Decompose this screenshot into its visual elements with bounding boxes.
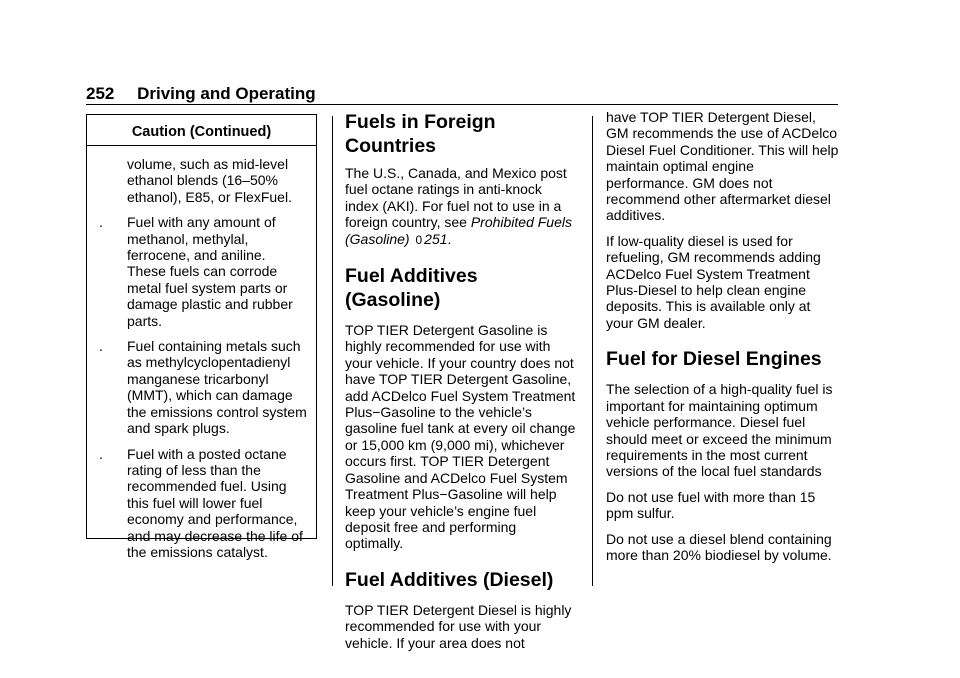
paragraph-foreign-fuels <box>345 165 577 248</box>
paragraph-low-quality-diesel: If low-quality diesel is used for refueling, GM recommends adding ACDelco Fuel System Treatment Plus-Diesel to help clean engine deposits. This is available only at your GM dealer. <box>606 232 821 331</box>
paragraph-biodiesel-limit: Do not use a diesel blend containing more than 20% biodiesel by volume. <box>606 530 832 563</box>
caution-bullet <box>97 338 308 436</box>
header-rule <box>86 104 838 105</box>
page-header <box>86 84 316 104</box>
heading-fuel-additives-diesel: Fuel Additives (Diesel) <box>345 568 554 591</box>
bullet-mark: . <box>99 214 103 231</box>
bullet-mark: . <box>99 445 103 462</box>
bullet-text: Fuel containing metals such as methylcyclopentadienyl manganese tricarbonyl (MMT), which can damage the emissions control system and spark plugs. <box>127 338 307 437</box>
paragraph-sulfur-limit: Do not use fuel with more than 15 ppm sulfur. <box>606 488 816 522</box>
bullet-mark: . <box>99 338 103 355</box>
column-middle <box>345 110 577 660</box>
cross-reference-page[interactable]: 251 <box>424 230 448 247</box>
paragraph-fuel-additives-diesel-start: TOP TIER Detergent Diesel is highly recommended for use with your vehicle. If your area does not <box>345 601 572 651</box>
paragraph-fuel-additives-gasoline: TOP TIER Detergent Gasoline is highly recommended for use with your vehicle. If your country does not have TOP TIER Detergent Gasoline, add ACDelco Fuel System Treatment Plus−Gasoline to the vehicle’s gasoline fuel tank at every oil change or 15,000 km (9,000 mi), whichever occurs first. TOP TIER Detergent Gasoline and ACDelco Fuel System Treatment Plus−Gasoline will help keep your vehicle’s engine fuel deposit free and performing optimally. <box>345 322 576 552</box>
page-number: 252 <box>86 84 115 103</box>
caution-bullet <box>97 214 308 329</box>
caution-body <box>87 146 316 560</box>
cross-reference-link[interactable]: Prohibited Fuels (Gasoline) <box>345 214 572 247</box>
paragraph-fuel-additives-diesel-cont: have TOP TIER Detergent Diesel, GM recommends the use of ACDelco Diesel Fuel Conditioner. This will help maintain optimal engine performance. GM does not recommend other aftermarket diesel additives. <box>606 109 839 224</box>
caution-continuation: volume, such as mid-level ethanol blends (16–50% ethanol), E85, or FlexFuel. <box>127 156 292 205</box>
column-divider <box>592 116 593 586</box>
caution-box <box>86 114 317 560</box>
column-divider <box>332 116 333 586</box>
heading-fuel-additives-gasoline: Fuel Additives (Gasoline) <box>345 265 478 312</box>
heading-fuel-for-diesel-engines: Fuel for Diesel Engines <box>606 348 822 371</box>
caution-title: Caution (Continued) <box>131 124 272 140</box>
bullet-text: Fuel with any amount of methanol, methylal, ferrocene, and aniline. These fuels can corrode metal fuel system parts or damage plastic and rubber parts. <box>127 214 293 329</box>
caution-bullet <box>97 446 308 561</box>
column-right <box>606 109 840 572</box>
section-title: Driving and Operating <box>137 84 316 103</box>
paragraph-diesel-fuel-selection: The selection of a high-quality fuel is important for maintaining optimum vehicle performance. Diesel fuel should meet or exceed the minimum requirements in the most current versions of the local fuel standards <box>606 381 833 480</box>
foreign-text: The U.S., Canada, and Mexico post fuel octane ratings in anti-knock index (AKI). For fuel not to use in a foreign country, see <box>345 165 567 231</box>
foreign-text-end: . <box>447 230 452 247</box>
bullet-text: Fuel with a posted octane rating of less than the recommended fuel. Using this fuel will lower fuel economy and performance, and may decrease the life of the emissions catalyst. <box>127 445 303 560</box>
page-reference-icon: 0 <box>415 232 423 247</box>
heading-foreign-fuels: Fuels in Foreign Countries <box>345 111 496 157</box>
